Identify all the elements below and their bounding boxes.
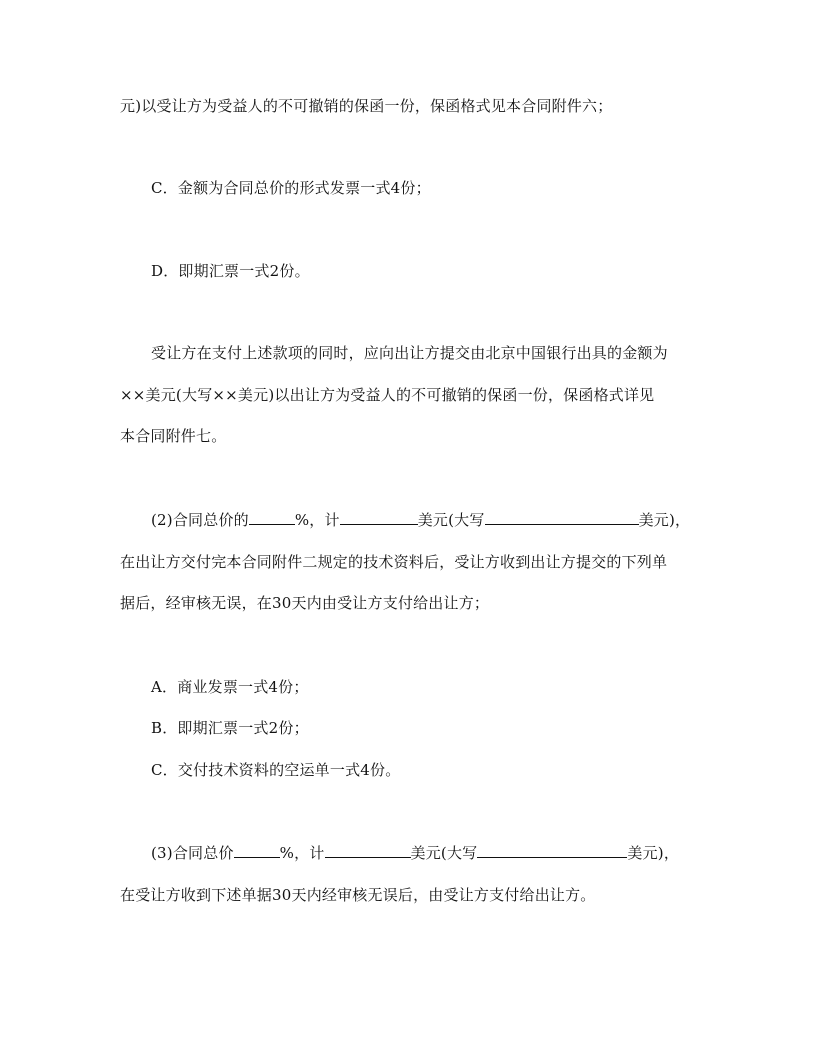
clause-text: 美元)， <box>638 511 691 529</box>
clause-text: (3)合同总价 <box>151 844 234 862</box>
paragraph-line: 受让方在支付上述款项的同时，应向出让方提交由北京中国银行出具的金额为 <box>151 344 668 362</box>
clause-text: 美元(大写 <box>417 511 485 529</box>
list-item-a: A．商业发票一式4份； <box>151 678 309 696</box>
paragraph-line: 在出让方交付完本合同附件二规定的技术资料后，受让方收到出让方提交的下列单 <box>120 553 668 571</box>
fill-blank[interactable] <box>340 510 418 525</box>
paragraph-line: 在受让方收到下述单据30天内经审核无误后，由受让方支付给出让方。 <box>120 886 596 904</box>
payment-clause-3 <box>151 843 679 863</box>
list-item-d: D．即期汇票一式2份。 <box>151 262 310 280</box>
payment-clause-2 <box>151 510 690 530</box>
fill-blank[interactable] <box>477 843 627 858</box>
text-line: 元)以受让方为受益人的不可撤销的保函一份，保函格式见本合同附件六； <box>120 97 613 115</box>
paragraph-line: ××美元(大写××美元)以出让方为受益人的不可撤销的保函一份，保函格式详见 <box>120 386 655 404</box>
clause-text: 美元(大写 <box>410 844 478 862</box>
clause-text: 美元)， <box>627 844 680 862</box>
fill-blank[interactable] <box>485 510 639 525</box>
paragraph-line: 据后，经审核无误，在30天内由受让方支付给出让方； <box>120 594 490 612</box>
fill-blank[interactable] <box>325 843 411 858</box>
fill-blank[interactable] <box>234 843 280 858</box>
list-item-c: C．交付技术资料的空运单一式4份。 <box>151 761 401 779</box>
paragraph-line: 本合同附件七。 <box>120 427 227 445</box>
list-item-c: C．金额为合同总价的形式发票一式4份； <box>151 179 431 197</box>
list-item-b: B．即期汇票一式2份； <box>151 719 309 737</box>
fill-blank[interactable] <box>249 510 295 525</box>
clause-text: %，计 <box>279 844 325 862</box>
clause-text: (2)合同总价的 <box>151 511 249 529</box>
clause-text: %，计 <box>294 511 340 529</box>
